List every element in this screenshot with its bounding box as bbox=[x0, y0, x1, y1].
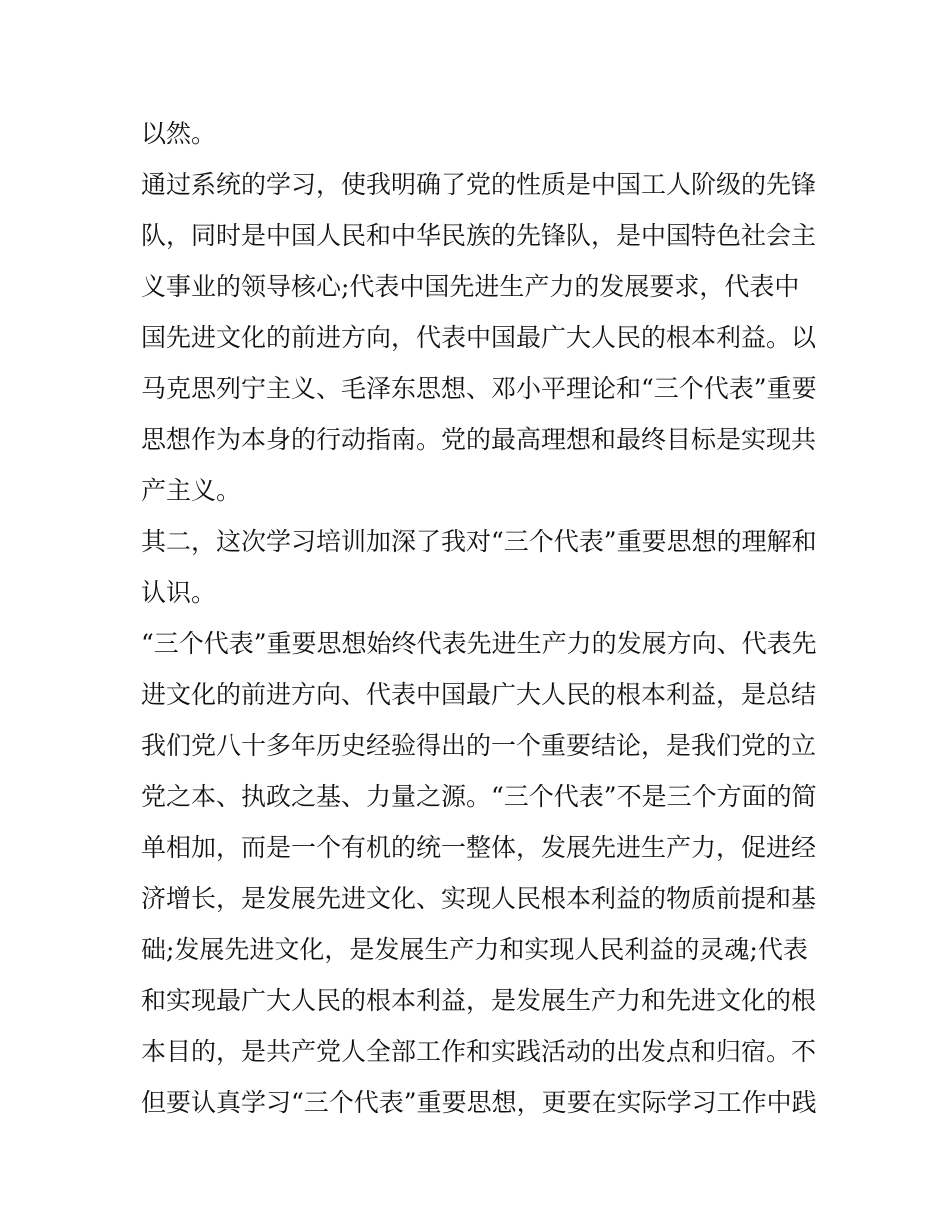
text-line: 我们党八十多年历史经验得出的一个重要结论，是我们党的立 bbox=[141, 731, 817, 760]
text-line: 产主义。 bbox=[141, 476, 242, 505]
text-line: 队，同时是中国人民和中华民族的先锋队，是中国特色社会主 bbox=[141, 221, 817, 250]
text-line: 和实现最广大人民的根本利益，是发展生产力和先进文化的根 bbox=[141, 986, 817, 1015]
text-line: 思想作为本身的行动指南。党的最高理想和最终目标是实现共 bbox=[141, 425, 817, 454]
text-line: 马克思列宁主义、毛泽东思想、邓小平理论和“三个代表”重要 bbox=[141, 374, 817, 403]
text-line: 其二，这次学习培训加深了我对“三个代表”重要思想的理解和 bbox=[141, 527, 817, 556]
text-line: 义事业的领导核心;代表中国先进生产力的发展要求，代表中 bbox=[141, 272, 800, 301]
document-body bbox=[141, 108, 821, 1128]
text-line: 以然。 bbox=[141, 119, 217, 148]
text-line: 本目的，是共产党人全部工作和实践活动的出发点和归宿。不 bbox=[141, 1037, 817, 1066]
text-line: 进文化的前进方向、代表中国最广大人民的根本利益，是总结 bbox=[141, 680, 817, 709]
text-line: 础;发展先进文化，是发展生产力和实现人民利益的灵魂;代表 bbox=[141, 935, 808, 964]
text-line: “三个代表”重要思想始终代表先进生产力的发展方向、代表先 bbox=[141, 629, 817, 658]
text-line: 党之本、执政之基、力量之源。“三个代表”不是三个方面的简 bbox=[141, 782, 817, 811]
text-line: 济增长，是发展先进文化、实现人民根本利益的物质前提和基 bbox=[141, 884, 817, 913]
text-line: 国先进文化的前进方向，代表中国最广大人民的根本利益。以 bbox=[141, 323, 817, 352]
text-line: 认识。 bbox=[141, 578, 217, 607]
text-line: 通过系统的学习，使我明确了党的性质是中国工人阶级的先锋 bbox=[141, 170, 817, 199]
text-line: 但要认真学习“三个代表”重要思想，更要在实际学习工作中践 bbox=[141, 1088, 817, 1117]
text-line: 单相加，而是一个有机的统一整体，发展先进生产力，促进经 bbox=[141, 833, 817, 862]
